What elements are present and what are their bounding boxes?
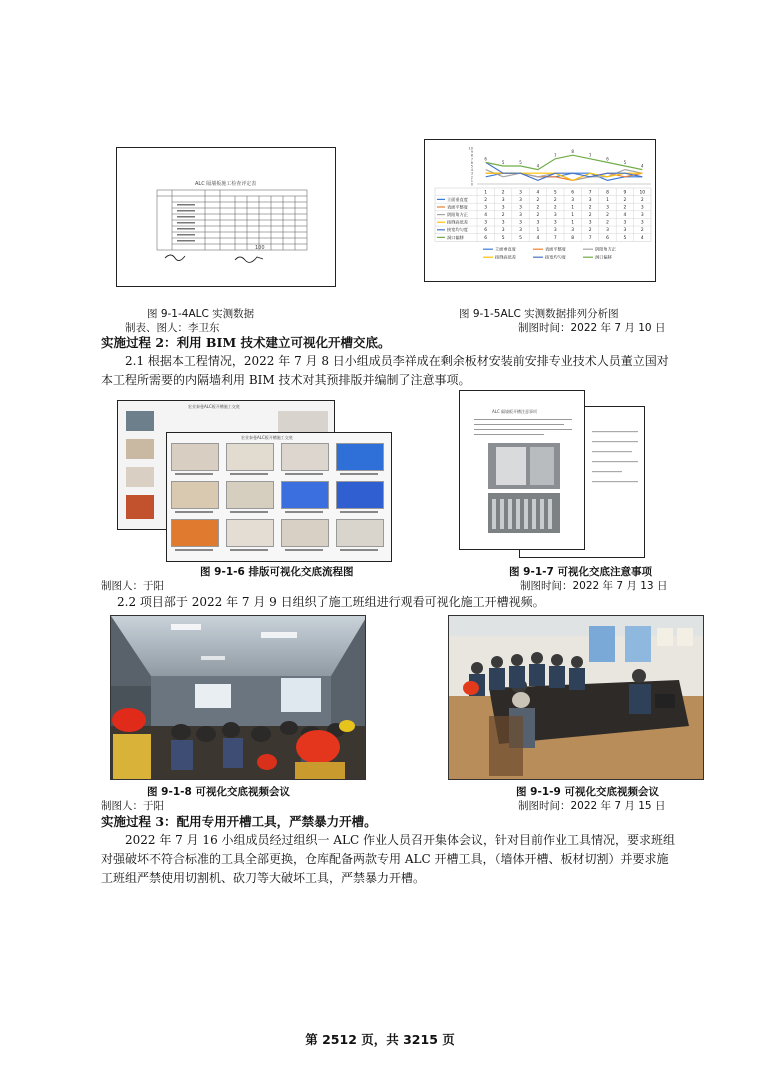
page-number: 第 2512 页，共 3215 页	[305, 1032, 455, 1047]
fig-6-step-label-bar	[230, 473, 268, 475]
legend-entry: 表面平整度	[545, 246, 566, 252]
fig-4-credit: 制表、图人：李卫东	[125, 322, 220, 334]
y-tick-label: 8	[470, 153, 473, 158]
fig-4-total: 100	[255, 245, 265, 251]
data-table-cell: 4	[484, 213, 488, 218]
data-table-series-name: 立面垂直度	[447, 196, 468, 202]
data-table-cell: 3	[519, 205, 522, 211]
fig-6-step-thumb	[171, 443, 219, 471]
section-2-heading-label: 实施过程 2：	[101, 335, 177, 350]
data-table-cell: 2	[640, 197, 644, 203]
data-table-cell: 3	[553, 213, 557, 218]
fig-6-step-label-bar	[230, 511, 268, 513]
data-table-cell: 3	[623, 228, 627, 234]
fig-6-step-thumb	[336, 519, 384, 547]
x-tick-label: 7	[588, 190, 592, 196]
fig-6-step-grid	[171, 443, 389, 559]
fig-6-back-thumb-3	[126, 467, 154, 487]
para-2-2: 2.2 项目部于 2022 年 7 月 9 日组织了施工班组进行观看可视化施工开槽视频。	[117, 595, 545, 609]
data-label: 6	[606, 156, 609, 162]
data-table-series-name: 表面平整度	[447, 204, 468, 210]
legend-entry: 接宽均匀度	[545, 254, 566, 260]
data-table-cell: 2	[588, 213, 592, 218]
x-tick-label: 4	[536, 190, 540, 196]
data-table-cell: 2	[536, 197, 540, 203]
data-table-cell: 3	[519, 220, 522, 226]
data-table-cell: 3	[501, 197, 505, 203]
data-label: 7	[588, 152, 592, 158]
data-label: 6	[484, 156, 487, 162]
data-table-cell: 5	[519, 235, 522, 241]
data-table-cell: 2	[553, 205, 557, 211]
section-3-paragraph: 2022 年 7 月 16 小组成员经过组织一 ALC 作业人员召开集体会议，针对目前作业工具情况，要求班组对强破坏不符合标准的工具全部更换，仓库配备两款专用 ALC 开槽工具，（墙体开槽、板材切割）并要求施工班组严禁使用切割机、砍刀等大破坏工具，严禁暴力开槽。	[101, 833, 675, 885]
fig-6-step-label-bar	[285, 511, 323, 513]
section-3-heading	[101, 812, 377, 830]
data-table-cell: 3	[536, 220, 540, 226]
y-tick-label: 2	[470, 175, 473, 180]
data-table-cell: 3	[606, 228, 609, 234]
fig-6-back-thumb-1	[126, 411, 154, 431]
data-table-cell: 3	[553, 220, 557, 226]
data-table-cell: 2	[501, 213, 505, 218]
data-label: 4	[641, 163, 644, 169]
data-table-cell: 3	[588, 220, 592, 226]
fig-8-credit: 制图人：于阳	[101, 800, 164, 812]
data-table-cell: 7	[553, 235, 557, 241]
data-table-cell: 3	[640, 213, 644, 218]
data-table-cell: 6	[484, 235, 488, 241]
fig-5-line-chart	[425, 140, 657, 283]
section-2-heading	[101, 333, 391, 351]
data-table-cell: 1	[571, 220, 575, 226]
fig-8-photo	[110, 615, 366, 780]
data-table-cell: 4	[536, 235, 540, 241]
x-tick-label: 9	[623, 190, 627, 196]
fig-4-caption: 图 9-1-4ALC 实测数据	[147, 308, 255, 320]
data-table-cell: 3	[553, 228, 557, 234]
fig-6-step-label-bar	[285, 549, 323, 551]
data-table-series-name: 洞口偏移	[447, 234, 464, 240]
data-label: 4	[536, 163, 540, 169]
x-tick-label: 6	[571, 190, 575, 196]
data-table-cell: 2	[536, 213, 540, 218]
y-tick-label: 4	[470, 168, 473, 173]
data-table-cell: 2	[536, 205, 540, 211]
series-line	[486, 173, 643, 180]
y-tick-label: 0	[470, 182, 473, 187]
data-table-cell: 2	[606, 220, 609, 226]
data-table-cell: 3	[623, 220, 627, 226]
data-table-cell: 1	[606, 197, 609, 203]
x-tick-label: 2	[501, 190, 505, 196]
fig-6-caption: 图 9-1-6 排版可视化交底流程图	[200, 566, 354, 578]
data-table-series-name: 阴阳角方正	[447, 212, 468, 217]
x-tick-label: 1	[484, 190, 488, 196]
fig-7-caption: 图 9-1-7 可视化交底注意事项	[509, 566, 652, 578]
data-table-cell: 2	[606, 213, 609, 218]
legend-entry: 接缝高低差	[495, 254, 516, 260]
data-table-cell: 1	[571, 205, 575, 211]
x-tick-label: 10	[639, 190, 646, 196]
data-table-cell: 3	[640, 205, 644, 211]
data-table-cell: 4	[640, 235, 644, 241]
x-tick-label: 8	[606, 190, 609, 196]
fig-6-step-thumb	[281, 443, 329, 471]
data-table-cell: 3	[501, 205, 505, 211]
data-table-cell: 2	[640, 228, 644, 234]
fig-6-step-label-bar	[340, 511, 378, 513]
fig-6-step-thumb	[226, 481, 274, 509]
y-tick-label: 1	[470, 178, 473, 183]
data-table-cell: 3	[640, 220, 644, 226]
legend-entry: 阴阳角方正	[595, 246, 616, 252]
data-table-cell: 2	[623, 205, 627, 211]
fig-6-step-label-bar	[175, 473, 213, 475]
fig-7-doc-front	[459, 390, 585, 550]
data-table-series-name: 接宽均匀度	[447, 227, 468, 233]
fig-6-step-label-bar	[230, 549, 268, 551]
fig-6-step-thumb	[226, 443, 274, 471]
data-table-cell: 6	[484, 228, 488, 234]
y-tick-label: 7	[470, 157, 473, 162]
fig-6-step-thumb	[281, 481, 329, 509]
fig-6-step-label-bar	[175, 549, 213, 551]
fig-8-caption: 图 9-1-8 可视化交底视频会议	[147, 786, 290, 798]
data-table-cell: 3	[588, 197, 592, 203]
fig-6-step-thumb	[226, 519, 274, 547]
data-table-cell: 3	[571, 197, 575, 203]
data-table-cell: 2	[553, 197, 557, 203]
data-label: 5	[519, 160, 522, 165]
data-table-cell: 8	[571, 235, 575, 241]
fig-5-date: 制图时间：2022 年 7 月 10 日	[518, 322, 666, 334]
legend-entry: 立面垂直度	[495, 246, 516, 252]
data-label: 8	[571, 149, 574, 155]
fig-9-date: 制图时间：2022 年 7 月 15 日	[518, 800, 666, 812]
data-table-cell: 3	[519, 228, 522, 234]
series-line	[486, 152, 643, 169]
x-tick-label: 5	[553, 190, 557, 196]
fig-4-doc-title: ALC 隔墙板施工检查评定表	[195, 181, 257, 187]
data-table-cell: 4	[623, 213, 627, 218]
fig-5-caption: 图 9-1-5ALC 实测数据排列分析图	[459, 308, 619, 320]
y-tick-label: 9	[470, 150, 473, 155]
data-table-cell: 2	[588, 228, 592, 234]
fig-4-document	[116, 147, 336, 287]
fig-8-meeting-scene	[111, 616, 366, 780]
fig-9-caption: 图 9-1-9 可视化交底视频会议	[516, 786, 659, 798]
data-table-cell: 5	[623, 235, 627, 241]
data-label: 5	[501, 160, 505, 165]
data-table-cell: 7	[588, 235, 592, 241]
y-tick-label: 6	[470, 160, 473, 165]
data-table-series-name: 接缝高低差	[447, 219, 468, 225]
data-table-cell: 2	[484, 197, 488, 203]
data-table-cell: 3	[501, 220, 505, 226]
fig-6-back-thumb-2	[126, 439, 154, 459]
data-table-cell: 2	[623, 197, 627, 203]
fig-6-step-thumb	[171, 481, 219, 509]
fig-6-back-title: 宏业泰曼ALC板开槽施工交底	[188, 404, 240, 409]
fig-6-step-label-bar	[285, 473, 323, 475]
fig-6-slide-front	[166, 432, 392, 562]
data-table-cell: 3	[606, 205, 609, 211]
data-table-cell: 6	[606, 235, 609, 241]
data-label: 7	[554, 152, 557, 158]
data-table-cell: 3	[519, 197, 522, 203]
fig-6-back-thumb-4	[126, 495, 154, 519]
para-2-1: 2.1 根据本工程情况，2022 年 7 月 8 日小组成员李祥成在剩余板材安装前安排专业技术人员董立国对本工程所需要的内隔墙利用 BIM 技术对其预排版并编制了注意事项。	[101, 354, 669, 387]
fig-6-step-thumb	[336, 481, 384, 509]
section-3-heading-text: 配用专用开槽工具，严禁暴力开槽。	[176, 814, 377, 829]
data-label: 5	[623, 160, 627, 165]
data-table-cell: 3	[484, 220, 488, 226]
fig-9-photo	[448, 615, 704, 780]
section-3-heading-label: 实施过程 3：	[101, 814, 177, 829]
legend-entry: 洞口偏移	[595, 254, 612, 260]
fig-9-meeting-scene	[449, 616, 704, 780]
fig-4-form-table	[117, 148, 337, 288]
fig-7-doc-title: ALC 隔墙板开槽注意事项	[492, 409, 538, 414]
y-tick-label: 10	[468, 146, 473, 151]
fig-6-step-thumb	[281, 519, 329, 547]
data-table-cell: 3	[519, 213, 522, 218]
fig-5-chart-frame	[424, 139, 656, 282]
section-2-heading-text: 利用 BIM 技术建立可视化开槽交底。	[176, 335, 391, 350]
data-table-cell: 5	[501, 235, 505, 241]
y-tick-label: 5	[470, 164, 473, 169]
fig-6-step-thumb	[171, 519, 219, 547]
fig-6-step-label-bar	[340, 473, 378, 475]
fig-6-front-title: 宏业泰曼ALC板开槽施工交底	[241, 435, 293, 440]
fig-6-step-label-bar	[175, 511, 213, 513]
fig-7-date: 制图时间：2022 年 7 月 13 日	[520, 580, 668, 592]
data-table-cell: 3	[501, 228, 505, 234]
fig-6-credit: 制图人：于阳	[101, 580, 164, 592]
fig-7-doc-front-content	[460, 391, 586, 551]
data-table-cell: 2	[588, 205, 592, 211]
data-table-cell: 3	[484, 205, 488, 211]
data-table-cell: 1	[571, 213, 575, 218]
fig-6-step-label-bar	[340, 549, 378, 551]
data-table-cell: 3	[571, 228, 575, 234]
fig-6-step-thumb	[336, 443, 384, 471]
data-table-cell: 1	[536, 228, 540, 234]
x-tick-label: 3	[519, 190, 522, 196]
y-tick-label: 3	[470, 171, 473, 176]
